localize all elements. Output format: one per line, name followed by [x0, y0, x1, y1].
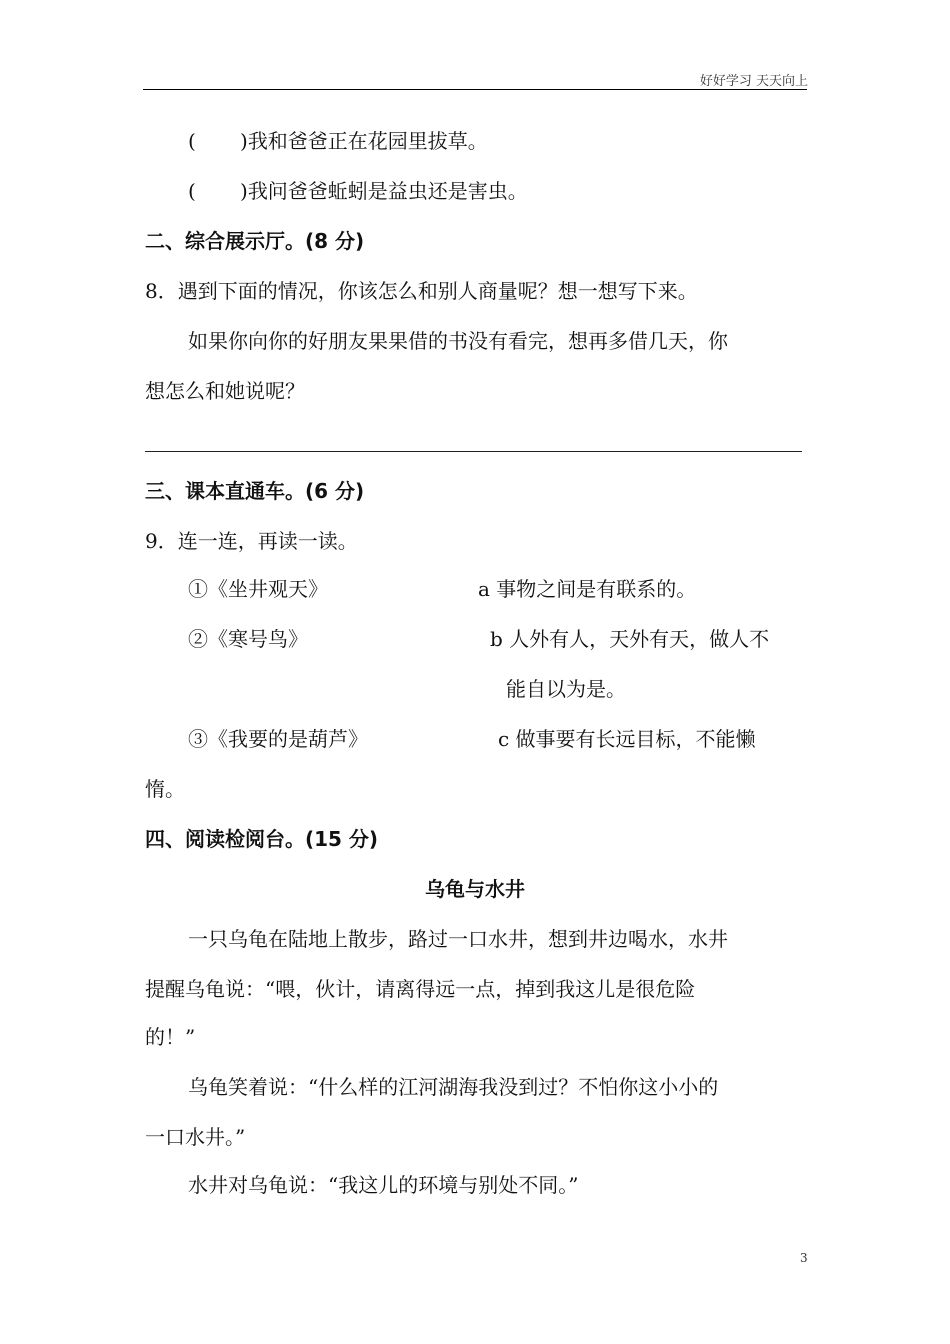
question-number: 9． — [145, 529, 178, 553]
story-line: 水井对乌龟说：“我这儿的环境与别处不同。” — [188, 1173, 579, 1197]
match-right-item-c-line-1: c 做事要有长远目标，不能懒 — [498, 727, 756, 751]
story-line: 一口水井。” — [145, 1125, 246, 1149]
question-text: 连一连，再读一读。 — [177, 529, 358, 553]
answer-line[interactable] — [145, 451, 802, 452]
story-line: 的！” — [145, 1025, 196, 1049]
blank-paren-close: ) — [240, 129, 248, 153]
match-right-item-b-line-2: 能自以为是。 — [506, 677, 626, 701]
question-8 — [145, 278, 698, 304]
match-left-item-2: ②《寒号鸟》 — [188, 627, 308, 651]
sentence-order-item — [188, 128, 488, 154]
sentence-text: 我和爸爸正在花园里拔草。 — [247, 129, 488, 153]
blank-paren-open: ( — [188, 179, 196, 203]
blank-paren-close: ) — [240, 179, 248, 203]
match-right-item-b-line-1: b 人外有人，天外有天，做人不 — [490, 627, 770, 651]
blank-paren-open: ( — [188, 129, 196, 153]
story-line: 一只乌龟在陆地上散步，路过一口水井，想到井边喝水，水井 — [188, 927, 728, 951]
match-right-item-a: a 事物之间是有联系的。 — [478, 577, 697, 601]
sentence-order-item — [188, 178, 528, 204]
section-3-title: 三、课本直通车。(6 分) — [145, 479, 365, 503]
story-line: 提醒乌龟说：“喂，伙计，请离得远一点，掉到我这儿是很危险 — [145, 977, 696, 1001]
question-number: 8． — [145, 279, 178, 303]
section-4-title: 四、阅读检阅台。(15 分) — [145, 827, 379, 851]
header-motto: 好好学习 天天向上 — [699, 74, 808, 89]
story-line: 乌龟笑着说：“什么样的江河湖海我没到过？不怕你这小小的 — [188, 1075, 719, 1099]
sentence-text: 我问爸爸蚯蚓是益虫还是害虫。 — [247, 179, 528, 203]
match-right-item-c-line-2: 惰。 — [145, 777, 185, 801]
story-title: 乌龟与水井 — [425, 877, 525, 901]
q8-scenario-line-2: 想怎么和她说呢？ — [145, 379, 305, 403]
match-left-item-3: ③《我要的是葫芦》 — [188, 727, 368, 751]
page-number: 3 — [800, 1251, 808, 1265]
question-text: 遇到下面的情况，你该怎么和别人商量呢？想一想写下来。 — [177, 279, 698, 303]
section-2-title: 二、综合展示厅。(8 分) — [145, 229, 365, 253]
q8-scenario-line-1: 如果你向你的好朋友果果借的书没有看完，想再多借几天，你 — [188, 329, 728, 353]
header-divider — [143, 89, 807, 90]
match-left-item-1: ①《坐井观天》 — [188, 577, 328, 601]
question-9 — [145, 528, 358, 554]
